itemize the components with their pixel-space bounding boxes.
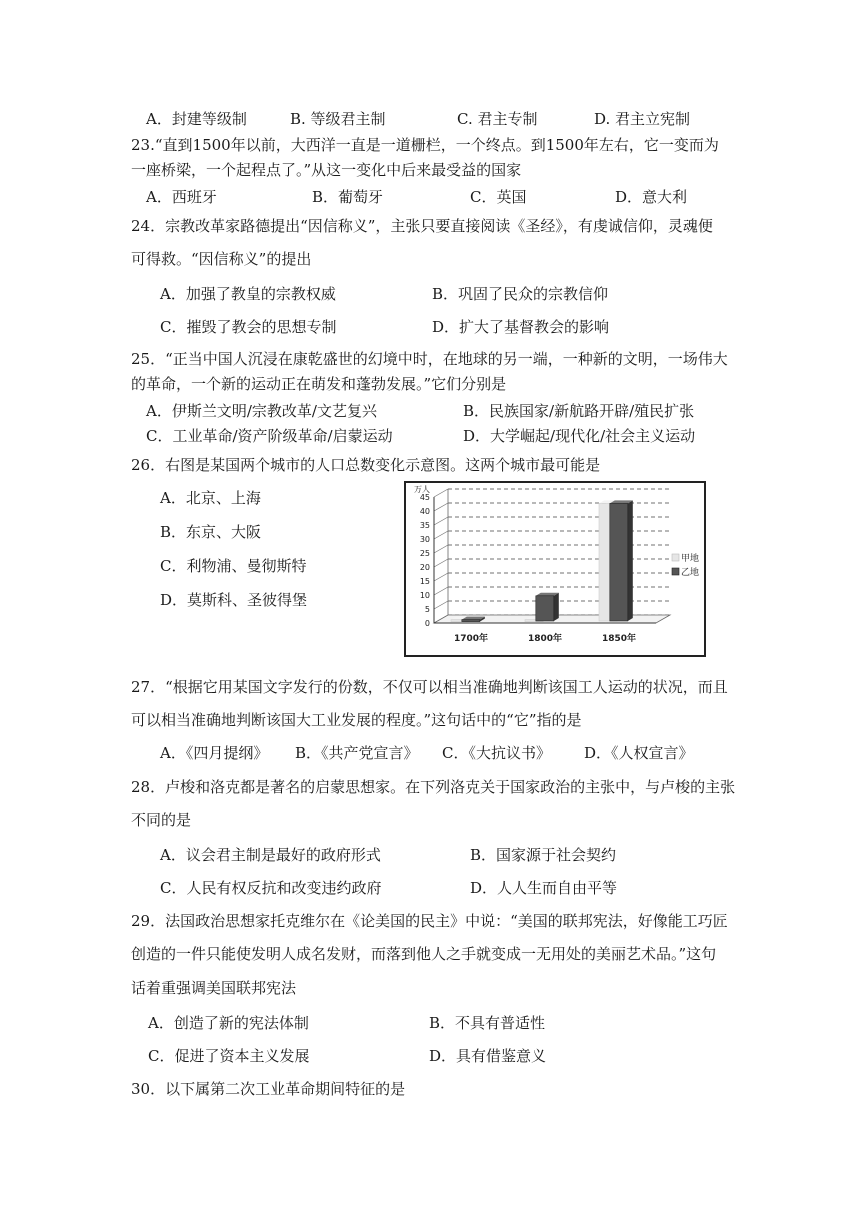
q25-option-b: B．民族国家/新航路开辟/殖民扩张 xyxy=(463,402,695,420)
q28-option-c: C．人民有权反抗和改变违约政府 xyxy=(160,879,382,897)
q22-option-b: B. 等级君主制 xyxy=(290,110,386,128)
q22-option-a: A．封建等级制 xyxy=(146,110,247,128)
legend-swatch-乙地 xyxy=(672,568,679,575)
gridline-diagonal xyxy=(434,531,448,539)
q28-option-b: B．国家源于社会契约 xyxy=(470,846,617,864)
q29-option-c: C．促进了资本主义发展 xyxy=(148,1047,310,1065)
gridline-diagonal xyxy=(434,601,448,609)
gridline-diagonal xyxy=(434,573,448,581)
q27-stem-line-1: 27．“根据它用某国文字发行的份数，不仅可以相当准确地判断该国工人运动的状况，而且 xyxy=(131,678,728,696)
q29-option-a: A．创造了新的宪法体制 xyxy=(148,1014,309,1032)
y-axis-label: 万人 xyxy=(414,485,430,494)
q24-option-b: B．巩固了民众的宗教信仰 xyxy=(432,285,609,303)
q28-stem-line-2: 不同的是 xyxy=(131,811,192,829)
q23-stem-line-1: 23.“直到1500年以前，大西洋一直是一道栅栏，一个终点。到1500年左右，它一变而为 xyxy=(131,136,719,154)
population-chart-svg xyxy=(406,483,704,655)
y-tick-label: 0 xyxy=(424,619,430,628)
legend-label-乙地: 乙地 xyxy=(681,568,700,578)
population-chart xyxy=(404,481,706,657)
q29-option-b: B．不具有普适性 xyxy=(429,1014,546,1032)
gridline-diagonal xyxy=(434,489,448,497)
q24-option-d: D．扩大了基督教会的影响 xyxy=(432,318,610,336)
x-tick-label: 1850年 xyxy=(601,634,637,644)
y-tick-label: 15 xyxy=(419,577,430,586)
q29-stem-line-1: 29．法国政治思想家托克维尔在《论美国的民主》中说：“美国的联邦宪法，好像能工巧匠 xyxy=(131,912,728,930)
q28-option-d: D．人人生而自由平等 xyxy=(470,879,618,897)
q30-stem: 30．以下属第二次工业革命期间特征的是 xyxy=(131,1080,406,1098)
q29-stem-line-2: 创造的一件只能使发明人成名发财，而落到他人之手就变成一无用处的美丽艺术品。”这句 xyxy=(131,945,717,963)
q26-option-a: A．北京、上海 xyxy=(160,489,261,507)
x-tick-label: 1700年 xyxy=(453,634,489,644)
y-tick-label: 20 xyxy=(419,563,430,572)
y-tick-label: 10 xyxy=(419,591,430,600)
q28-option-a: A．议会君主制是最好的政府形式 xyxy=(160,846,381,864)
bar-乙地-1700年 xyxy=(462,620,480,622)
q26-option-d: D．莫斯科、圣彼得堡 xyxy=(160,591,308,609)
q26-option-c: C．利物浦、曼彻斯特 xyxy=(160,557,307,575)
x-tick-label: 1800年 xyxy=(527,634,563,644)
q24-option-c: C．摧毁了教会的思想专制 xyxy=(160,318,337,336)
y-tick-label: 35 xyxy=(419,521,430,530)
q25-option-a: A．伊斯兰文明/宗教改革/文艺复兴 xyxy=(146,402,377,420)
y-tick-label: 45 xyxy=(419,493,430,502)
q27-option-c: C．《大抗议书》 xyxy=(442,744,551,762)
q26-stem: 26．右图是某国两个城市的人口总数变化示意图。这两个城市最可能是 xyxy=(131,456,601,474)
q25-option-c: C．工业革命/资产阶级革命/启蒙运动 xyxy=(146,427,393,445)
q22-option-c: C. 君主专制 xyxy=(457,110,538,128)
q23-option-d: D．意大利 xyxy=(615,188,688,206)
q23-option-b: B．葡萄牙 xyxy=(312,188,384,206)
q27-stem-line-2: 可以相当准确地判断该国大工业发展的程度。”这句话中的“它”指的是 xyxy=(131,711,582,729)
q27-option-b: B．《共产党宣言》 xyxy=(295,744,419,762)
gridline-diagonal xyxy=(434,517,448,525)
bar-乙地-1800年 xyxy=(536,596,554,621)
gridline-diagonal xyxy=(434,587,448,595)
y-tick-label: 30 xyxy=(419,535,430,544)
legend-swatch-甲地 xyxy=(672,554,679,561)
legend-label-甲地: 甲地 xyxy=(681,554,700,564)
q26-option-b: B．东京、大阪 xyxy=(160,523,262,541)
q27-option-a: A．《四月提纲》 xyxy=(160,744,269,762)
q25-stem-line-1: 25．“正当中国人沉浸在康乾盛世的幻境中时，在地球的另一端，一种新的文明，一场伟大 xyxy=(131,350,728,368)
q24-stem-line-1: 24．宗教改革家路德提出“因信称义”，主张只要直接阅读《圣经》，有虔诚信仰，灵魂便 xyxy=(131,217,713,235)
y-tick-label: 40 xyxy=(419,507,430,516)
q28-stem-line-1: 28．卢梭和洛克都是著名的启蒙思想家。在下列洛克关于国家政治的主张中，与卢梭的主张 xyxy=(131,778,736,796)
q24-option-a: A．加强了教皇的宗教权威 xyxy=(160,285,336,303)
gridline-diagonal xyxy=(434,503,448,511)
bar-side-乙地 xyxy=(554,593,559,621)
q29-stem-line-3: 话着重强调美国联邦宪法 xyxy=(131,979,297,997)
q23-option-c: C．英国 xyxy=(470,188,527,206)
q22-option-d: D. 君主立宪制 xyxy=(594,110,691,128)
y-tick-label: 25 xyxy=(419,549,430,558)
q24-stem-line-2: 可得救。“因信称义”的提出 xyxy=(131,250,312,268)
q25-option-d: D．大学崛起/现代化/社会主义运动 xyxy=(463,427,696,445)
bar-side-乙地 xyxy=(628,500,633,621)
q29-option-d: D．具有借鉴意义 xyxy=(429,1047,547,1065)
gridline-diagonal xyxy=(434,545,448,553)
q25-stem-line-2: 的革命，一个新的运动正在萌发和蓬勃发展。”它们分别是 xyxy=(131,375,507,393)
q23-option-a: A．西班牙 xyxy=(146,188,217,206)
gridline-diagonal xyxy=(434,559,448,567)
y-tick-label: 5 xyxy=(424,605,430,614)
q23-stem-line-2: 一座桥梁，一个起程点了。”从这一变化中后来最受益的国家 xyxy=(131,161,522,179)
q27-option-d: D．《人权宣言》 xyxy=(584,744,694,762)
bar-乙地-1850年 xyxy=(610,503,628,621)
